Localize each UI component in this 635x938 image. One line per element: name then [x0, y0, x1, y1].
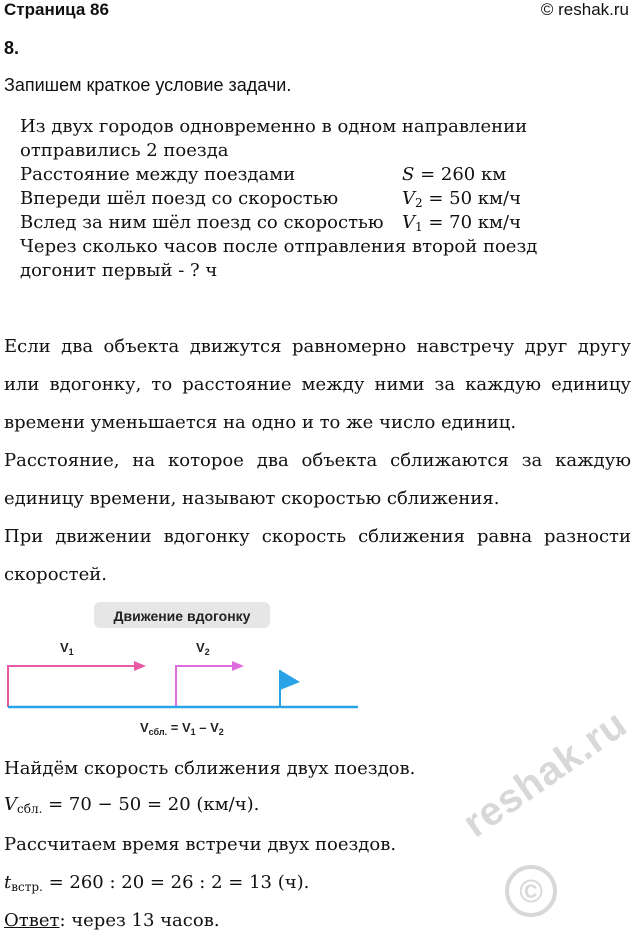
v2-arrowhead [232, 661, 244, 671]
v1-label: Вслед за ним шёл поезд со скоростью [20, 212, 384, 233]
distance-row [20, 163, 620, 187]
answer-label: Ответ [4, 910, 60, 931]
v1-arrowhead [134, 661, 146, 671]
meeting-time-equation: $t_{встр.} = 260$ : 20 = 26 : 2 = 13 (ч). [4, 872, 310, 894]
pursuit-diagram [0, 600, 380, 750]
v1-row [20, 211, 620, 235]
v1-label-diagram: $V_1$ [60, 640, 74, 657]
solution-step-2: Рассчитаем время встречи двух поездов. [4, 834, 397, 855]
diagram-title: Движение вдогонку [113, 608, 251, 624]
distance-value: S = 260 км [402, 164, 507, 185]
intro-text: Запишем краткое условие задачи. [4, 75, 292, 95]
page-header [0, 0, 635, 24]
condition-block [20, 115, 620, 283]
theory-paragraph-1: Если два объекта движутся равномерно навстречу друг другу или вдогонку, то расстояние между ними за каждую единицу времени уменьшается на одно и то же число единиц. [4, 336, 631, 433]
theory-paragraph-3: При движении вдогонку скорость сближения равна разности скоростей. [4, 526, 631, 585]
task-number: 8. [4, 38, 20, 58]
page-number: Страница 86 [4, 0, 109, 19]
watermark-copyright-icon: © [505, 865, 557, 917]
closing-speed-formula: $V_{сбл.} = V_1 - V_2$ [140, 720, 224, 737]
v2-label: Впереди шёл поезд со скоростью [20, 188, 339, 209]
v1-arrow [8, 666, 134, 707]
answer [4, 910, 220, 931]
v2-row [20, 187, 620, 211]
question-line: догонит первый - ? ч [20, 260, 218, 281]
v2-arrow [176, 666, 232, 707]
v2-value: $V_2 = 50$ км/ч [402, 188, 522, 210]
watermark-text: reshak.ru [455, 701, 635, 847]
flag-icon [280, 670, 300, 690]
site-credit[interactable]: © reshak.ru [540, 0, 629, 19]
question-line: Через сколько часов после отправления второй поезд [20, 236, 538, 257]
distance-label: Расстояние между поездами [20, 164, 296, 185]
condition-line: отправились 2 поезда [20, 140, 229, 161]
theory-paragraph-2: Расстояние, на которое два объекта сближаются за каждую единицу времени, называют скоростью сближения. [4, 450, 631, 509]
solution-step-1: Найдём скорость сближения двух поездов. [4, 758, 416, 779]
closing-speed-equation: $V_{сбл.} = 70 - 50 = 20$ (км/ч). [4, 794, 260, 816]
condition-line: Из двух городов одновременно в одном направлении [20, 116, 528, 137]
v1-value: $V_1 = 70$ км/ч [402, 212, 522, 234]
answer-text: : через 13 часов. [59, 910, 220, 931]
v2-label-diagram: $V_2$ [196, 640, 210, 657]
